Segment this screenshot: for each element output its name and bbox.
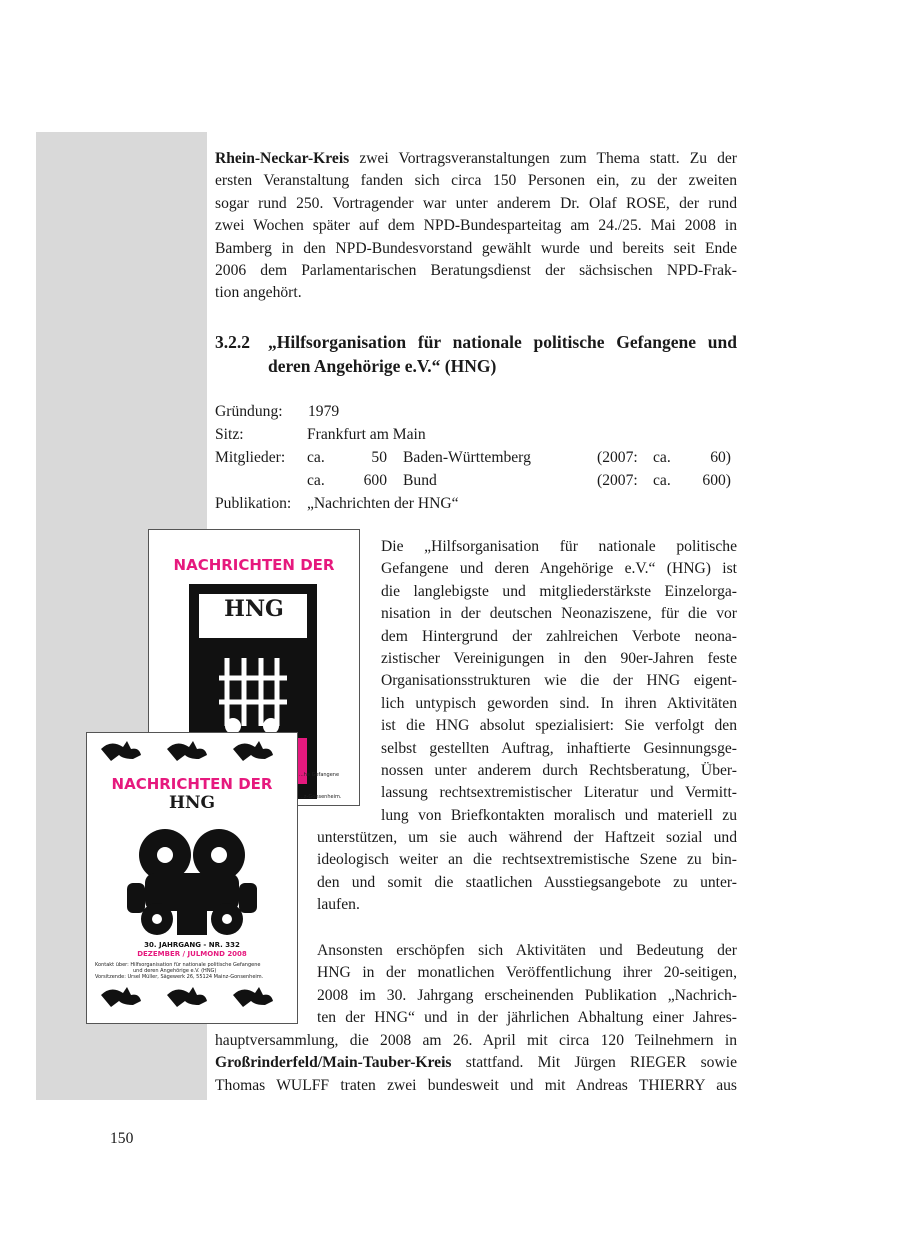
members-prev-count: 600) xyxy=(702,472,731,489)
members-label: Mitglieder: xyxy=(215,449,286,466)
cover1-small-1: ...he Gefangene xyxy=(299,772,340,778)
cover1-small-2: ...z-Gonsenheim. xyxy=(299,794,342,800)
para2-line: Die „Hilfsorganisation für nationale politische xyxy=(381,538,737,555)
para2-line: den und somit die staatlichen Ausstiegsangebote zu unter- xyxy=(317,873,737,891)
members-count: 600 xyxy=(363,472,387,489)
para2-line: unterstützen, um sie auch während der Haftzeit sozial und xyxy=(317,829,737,846)
members-region: Baden-Württemberg xyxy=(403,449,531,466)
para1-line2: ersten Veranstaltung fanden sich circa 150 Personen ein, zu der zweiten xyxy=(215,172,737,190)
para1-line7: tion angehört. xyxy=(215,284,302,302)
para3-line: hauptversammlung, die 2008 am 26. April mit circa 120 Teilnehmern in xyxy=(215,1032,737,1049)
members-prev-ca: ca. xyxy=(653,472,671,489)
para2-line: nossen unter anderem durch Rechtsberatung, Über- xyxy=(381,762,737,780)
cover2-chair: Vorsitzende: Ursel Müller, Sägewerk 26, 55124 Mainz-Gonsenheim. xyxy=(95,974,264,980)
para2-line: selbst gestellten Auftrag, inhaftierte Gesinnungsge- xyxy=(381,739,737,757)
para1-line1: zwei Vortragsveranstaltungen zum Thema statt. Zu der xyxy=(359,150,737,167)
members-prev-year: (2007: xyxy=(597,472,638,489)
section-number: 3.2.2 xyxy=(215,332,250,352)
seat-value: Frankfurt am Main xyxy=(307,426,426,443)
para2-line: nisation in der deutschen Neonaziszene, für die vor xyxy=(381,605,737,623)
para2-line: dem Hintergrund der zahlreichen Verbote neona- xyxy=(381,627,737,645)
founding-label: Gründung: xyxy=(215,403,283,420)
cover2-title: NACHRICHTEN DER xyxy=(111,775,273,793)
members-ca: ca. xyxy=(307,472,325,489)
para3-line: ten der HNG“ und in der jährlichen Abhaltung einer Jahres- xyxy=(317,1009,737,1027)
members-prev-year: (2007: xyxy=(597,449,638,466)
para1-line4: zwei Wochen später auf dem NPD-Bundesparteitag am 24./25. Mai 2008 in xyxy=(215,217,737,235)
para2-line: Organisationsstrukturen wie die der HNG eigent- xyxy=(381,672,737,690)
newsletter-cover-front-image xyxy=(86,732,298,1024)
seat-label: Sitz: xyxy=(215,426,244,443)
keyword-rhein-neckar: Rhein-Neckar-Kreis xyxy=(215,150,350,167)
cover1-title: NACHRICHTEN DER xyxy=(173,556,335,574)
para2-line: lassung rechtsextremistischer Literatur und Vermitt- xyxy=(381,784,737,802)
paragraph-3-lower xyxy=(215,1030,737,1097)
para2-line: Gefangene und deren Angehörige e.V.“ (HNG) ist xyxy=(381,560,737,578)
para2-line: lung von Briefkontakten moralisch und materiell zu xyxy=(381,806,737,824)
paragraph-2-lower xyxy=(317,827,737,917)
para2-line: ideologisch weiter an die rechtsextremistische Szene zu bin- xyxy=(317,851,737,869)
cover2-issue: 30. JAHRGANG - NR. 332 xyxy=(144,941,240,949)
members-prev-ca: ca. xyxy=(653,449,671,466)
para2-line: laufen. xyxy=(317,896,360,914)
para3-line: HNG in der monatlichen Veröffentlichung ihrer 20-seitigen, xyxy=(317,964,737,982)
para1-line5: Bamberg in den NPD-Bundesvorstand gewählt wurde und bereits seit Ende xyxy=(215,239,737,257)
cover2-hng: HNG xyxy=(168,793,216,813)
paragraph-3-upper xyxy=(317,940,737,1030)
para1-line3: sogar rund 250. Vortragender war unter anderem Dr. Olaf ROSE, der rund xyxy=(215,194,737,212)
members-region: Bund xyxy=(403,472,437,489)
cover2-contact2: und deren Angehörige e.V. (HNG) xyxy=(133,968,217,974)
publication-value: „Nachrichten der HNG“ xyxy=(307,495,459,512)
cover2-month: DEZEMBER / JULMOND 2008 xyxy=(137,950,247,958)
members-ca: ca. xyxy=(307,449,325,466)
heading-line1: „Hilfsorganisation für nationale politische Gefangene und xyxy=(268,332,737,352)
para3-line: Ansonsten erschöpfen sich Aktivitäten und Bedeutung der xyxy=(317,942,737,959)
para1-line6: 2006 dem Parlamentarischen Beratungsdienst der sächsischen NPD-Frak- xyxy=(215,262,737,280)
para2-line: lich untypisch geworden sind. In ihren Aktivitäten xyxy=(381,694,737,712)
para2-line: die langlebigste und mitgliederstärkste Einzelorga- xyxy=(381,582,737,600)
para2-line: zistischer Vereinigungen in den 90er-Jahren feste xyxy=(381,650,737,668)
heading-line2: deren Angehörige e.V.“ (HNG) xyxy=(268,356,497,376)
members-prev-count: 60) xyxy=(710,449,731,466)
members-count: 50 xyxy=(371,449,387,466)
paragraph-1 xyxy=(215,148,737,305)
founding-value: 1979 xyxy=(308,403,340,420)
cover2-contact1: Kontakt über: Hilfsorganisation für nationale politische Gefangene xyxy=(95,962,261,968)
para3-line: 2008 im 30. Jahrgang erscheinenden Publikation „Nachrich- xyxy=(317,986,737,1004)
page-number: 150 xyxy=(110,1130,134,1147)
publication-label: Publikation: xyxy=(215,495,292,512)
para3-line: Thomas WULFF traten zwei bundesweit und mit Andreas THIERRY aus xyxy=(215,1076,737,1094)
para2-line: ist die HNG absolut spezialisiert: Sie verfolgt den xyxy=(381,717,737,735)
cover1-hng: HNG xyxy=(224,596,284,622)
paragraph-2-upper xyxy=(381,536,737,827)
keyword-grossrinderfeld: Großrinderfeld/Main-Tauber-Kreis xyxy=(215,1054,452,1072)
para3-line6-rest: stattfand. Mit Jürgen RIEGER sowie xyxy=(465,1054,737,1072)
